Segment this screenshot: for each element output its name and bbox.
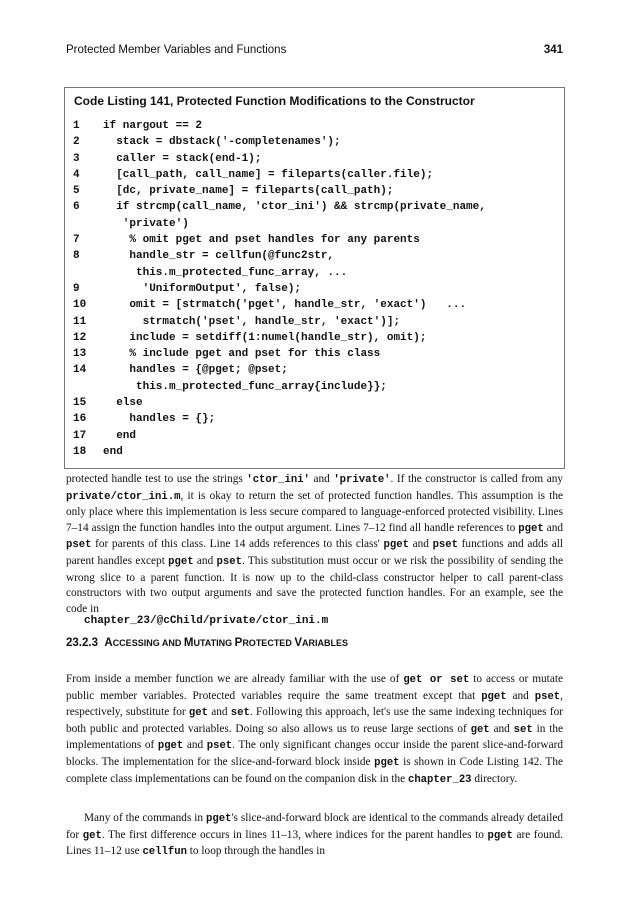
code-line [73,330,553,346]
line-number: 17 [73,429,87,442]
code-text: 'private') [103,217,189,230]
line-number: 4 [73,168,80,181]
code-line [73,411,553,427]
code-text: caller = stack(end-1); [103,152,262,165]
code-text: strmatch('pset', handle_str, 'exact')]; [103,315,401,328]
code-text: end [103,429,137,442]
paragraph-1: protected handle test to use the strings 'ctor_ini' and 'private'. If the constructor is called from any private/ctor_ini.m, it is okay to return the set of protected function handles. This assumption is the only place where this implementation is less secure compared to language-enforced protected visibility. Lines 7–14 assign the function handles into the output argument. Lines 7–12 find all handle references to pget and pset for parents of this class. Line 14 adds references to this class' pget and pset functions and adds all parent handles except pget and pset. This substitution must occur or we risk the possibility of sending the wrong slice to a parent function. It is now up to the child-class constructor helper to call parent-class constructors with two output arguments and save the protected function handles. For an example, see the code in [66,473,564,615]
code-lines [73,118,553,460]
code-text: % include pget and pset for this class [103,348,381,361]
code-line [73,183,553,199]
code-text: if strcmp(call_name, 'ctor_ini') && strcmp(private_name, [103,201,486,214]
line-number: 10 [73,299,87,312]
code-text: 'UniformOutput', false); [103,282,302,295]
code-line [73,379,553,395]
code-line [73,199,553,215]
code-text: handle_str = cellfun(@func2str, [103,250,335,263]
code-text: this.m_protected_func_array{include}}; [103,380,387,393]
code-line [73,151,553,167]
code-line [73,346,553,362]
code-line [73,167,553,183]
line-number: 7 [73,234,80,247]
code-text: this.m_protected_func_array, ... [103,266,348,279]
code-text: handles = {}; [103,413,216,426]
code-listing [64,87,565,469]
code-line [73,444,553,460]
code-line [73,428,553,444]
line-number: 16 [73,413,87,426]
code-line [73,395,553,411]
line-number: 14 [73,364,87,377]
line-number: 15 [73,397,87,410]
line-number: 5 [73,185,80,198]
code-line [73,281,553,297]
line-number: 12 [73,331,87,344]
page-number: 341 [543,44,563,56]
code-line [73,314,553,330]
line-number: 11 [73,315,87,328]
section-heading: 23.2.3 ACCESSING AND MUTATING PROTECTED VARIABLES [66,637,349,649]
paragraph-2: From inside a member function we are already familiar with the use of get or set to access or mutate public member variables. Protected variables require the same treatment except that pget and pset, respectively, substitute for get and set. Following this approach, let's use the same indexing techniques for both public and protected variables. Doing so also allows us to reuse large sections of get and set in the implementations of pget and pset. The only significant changes occur inside the parent slice-and-forward blocks. The implementation for the slice-and-forward block inside pget is shown in Code Listing 142. The complete class implementations can be found on the companion disk in the chapter_23 directory. [66,673,564,786]
code-text: handles = {@pget; @pset; [103,364,288,377]
line-number: 18 [73,445,87,458]
code-path: chapter_23/@cChild/private/ctor_ini.m [84,615,329,627]
code-line [73,265,553,281]
line-number: 9 [73,282,80,295]
paragraph-3: Many of the commands in pget's slice-and-forward block are identical to the commands already detailed for get. The first difference occurs in lines 11–13, where indices for the parent handles to pget are found. Lines 11–12 use cellfun to loop through the handles in [66,812,564,859]
code-line [73,248,553,264]
code-text: else [103,397,143,410]
code-text: [call_path, call_name] = fileparts(caller.file); [103,168,434,181]
page-header [66,44,563,62]
code-line [73,118,553,134]
code-listing-title: Code Listing 141, Protected Function Modifications to the Constructor [74,94,475,108]
code-line [73,216,553,232]
code-text: [dc, private_name] = fileparts(call_path); [103,185,394,198]
code-line [73,134,553,150]
line-number: 1 [73,120,80,132]
code-text: omit = [strmatch('pget', handle_str, 'exact') ... [103,299,467,312]
code-text: % omit pget and pset handles for any parents [103,234,420,247]
code-line [73,232,553,248]
code-text: if nargout == 2 [103,120,203,132]
running-title: Protected Member Variables and Functions [66,44,287,56]
line-number: 6 [73,201,80,214]
line-number: 8 [73,250,80,263]
line-number: 13 [73,348,87,361]
code-text: stack = dbstack('-completenames'); [103,136,341,149]
code-line [73,362,553,378]
line-number: 2 [73,136,80,149]
code-text: end [103,445,123,458]
code-line [73,297,553,313]
code-text: include = setdiff(1:numel(handle_str), omit); [103,331,427,344]
line-number: 3 [73,152,80,165]
